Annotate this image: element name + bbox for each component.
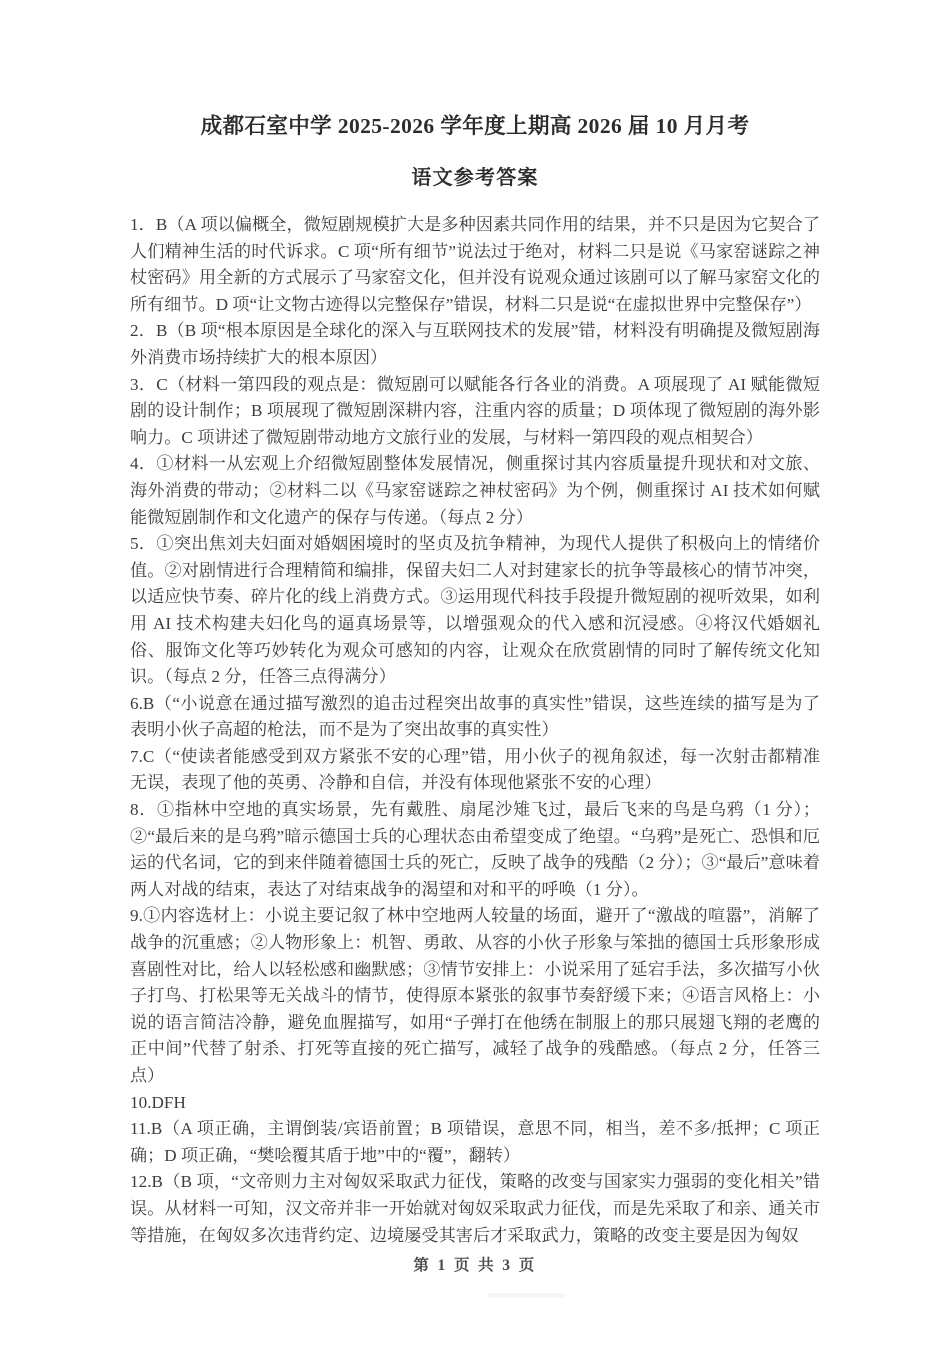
title-block	[130, 0, 820, 190]
answer-item-11: 11.B（A 项正确，主谓倒装/宾语前置；B 项错误，意思不同，相当，差不多/抵押；C 项正确；D 项正确，“樊哙覆其盾于地”中的“覆”，翻转）	[130, 1119, 820, 1165]
scan-artifact	[487, 1293, 565, 1298]
answer-item-4: 4．①材料一从宏观上介绍微短剧整体发展情况，侧重探讨其内容质量提升现状和对文旅、海外消费的带动；②材料二以《马家窑谜踪之神杖密码》为个例，侧重探讨 AI 技术如何赋能微短剧制作和文化遗产的保存与传递。（每点 2 分）	[130, 454, 820, 527]
answer-item-12: 12.B（B 项，“文帝则力主对匈奴采取武力征伐，策略的改变与国家实力强弱的变化相关”错误。从材料一可知，汉文帝并非一开始就对匈奴采取武力征伐，而是先采取了和亲、通关市等措施，在匈奴多次违背约定、边境屡受其害后才采取武力，策略的改变主要是因为匈奴	[130, 1172, 820, 1245]
answer-item-3: 3．C（材料一第四段的观点是：微短剧可以赋能各行各业的消费。A 项展现了 AI 赋能微短剧的设计制作；B 项展现了微短剧深耕内容，注重内容的质量；D 项体现了微短剧的海外影响力。C 项讲述了微短剧带动地方文旅行业的发展，与材料一第四段的观点相契合）	[130, 374, 820, 447]
answer-item-6: 6.B（“小说意在通过描写激烈的追击过程突出故事的真实性”错误，这些连续的描写是为了表明小伙子高超的枪法，而不是为了突出故事的真实性）	[130, 693, 820, 740]
answer-item-5: 5．①突出焦刘夫妇面对婚姻困境时的坚贞及抗争精神，为现代人提供了积极向上的情绪价值。②对剧情进行合理精简和编排，保留夫妇二人对封建家长的抗争等最核心的情节冲突，以适应快节奏、碎片化的线上消费方式。③运用现代科技手段提升微短剧的视听效果，如利用 AI 技术构建夫妇化鸟的逼真场景等，以增强观众的代入感和沉浸感。④将汉代婚姻礼俗、服饰文化等巧妙转化为观众可感知的内容，让观众在欣赏剧情的同时了解传统文化知识。（每点 2 分，任答三点得满分）	[130, 534, 820, 687]
page-title: 成都石室中学 2025-2026 学年度上期高 2026 届 10 月月考	[200, 114, 750, 138]
page-subtitle: 语文参考答案	[411, 167, 539, 190]
answer-list	[130, 212, 820, 1249]
page-number-label: 第 1 页 共 3 页	[413, 1257, 537, 1274]
answer-item-2: 2．B（B 项“根本原因是全球化的深入与互联网技术的发展”错，材料没有明确提及微短剧海外消费市场持续扩大的根本原因）	[130, 321, 820, 367]
page-footer	[0, 1253, 950, 1275]
answer-item-7: 7.C（“使读者能感受到双方紧张不安的心理”错，用小伙子的视角叙述，每一次射击都精准无误，表现了他的英勇、冷静和自信，并没有体现他紧张不安的心理）	[130, 746, 820, 793]
page-content	[130, 0, 820, 1249]
answer-item-9: 9.①内容选材上：小说主要记叙了林中空地两人较量的场面，避开了“激战的喧嚣”，消解了战争的沉重感；②人物形象上：机智、勇敢、从容的小伙子形象与笨拙的德国士兵形象形成喜剧性对比，给人以轻松感和幽默感；③情节安排上：小说采用了延宕手法，多次描写小伙子打鸟、打松果等无关战斗的情节，使得原本紧张的叙事节奏舒缓下来；④语言风格上：小说的语言简洁冷静，避免血腥描写，如用“子弹打在他绣在制服上的那只展翅飞翔的老鹰的正中间”代替了射杀、打死等直接的死亡描写，减轻了战争的残酷感。（每点 2 分，任答三点）	[130, 906, 820, 1086]
answer-item-8: 8．①指林中空地的真实场景，先有戴胜、扇尾沙雉飞过，最后飞来的鸟是乌鸦（1 分）；②“最后来的是乌鸦”暗示德国士兵的心理状态由希望变成了绝望。“乌鸦”是死亡、恐惧和厄运的代名词，它的到来伴随着德国士兵的死亡，反映了战争的残酷（2 分）；③“最后”意味着两人对战的结束，表达了对结束战争的渴望和对和平的呼唤（1 分）。	[130, 800, 820, 899]
answer-item-1: 1．B（A 项以偏概全，微短剧规模扩大是多种因素共同作用的结果，并不只是因为它契合了人们精神生活的时代诉求。C 项“所有细节”说法过于绝对，材料二只是说《马家窑谜踪之神杖密码》用全新的方式展示了马家窑文化，但并没有说观众通过该剧可以了解马家窑文化的所有细节。D 项“让文物古迹得以完整保存”错误，材料二只是说“在虚拟世界中完整保存”）	[130, 215, 820, 314]
answer-item-10: 10.DFH	[130, 1092, 186, 1112]
